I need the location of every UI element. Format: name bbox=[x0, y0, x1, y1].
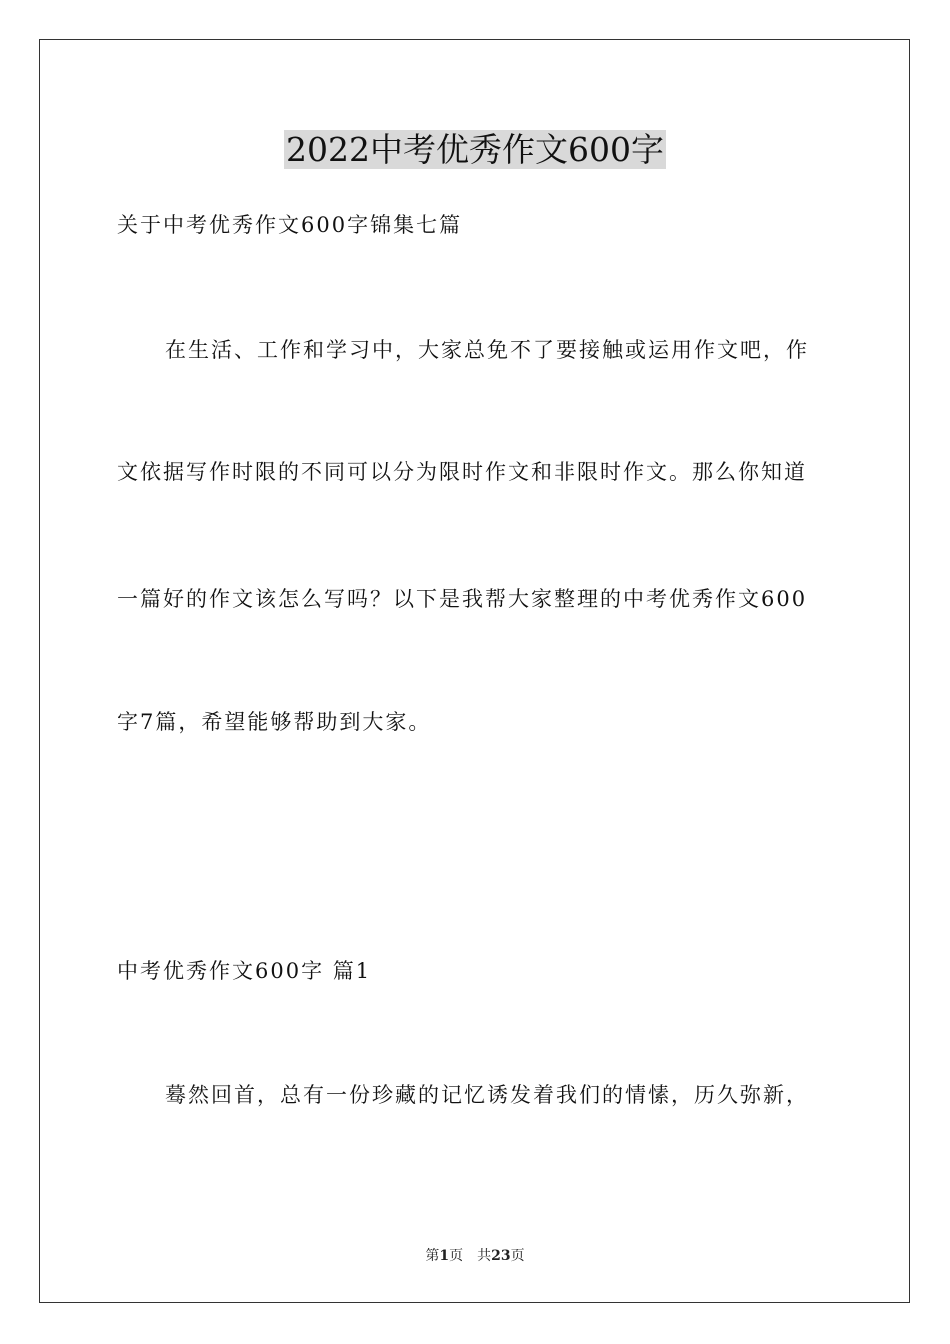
document-title-text: 2022中考优秀作文600字 bbox=[286, 130, 664, 169]
intro-line-3: 一篇好的作文该怎么写吗？以下是我帮大家整理的中考优秀作文600 bbox=[117, 587, 808, 611]
footer-page-total: 23 bbox=[491, 1248, 511, 1264]
page-footer bbox=[0, 1246, 950, 1266]
section-heading: 中考优秀作文600字 篇1 bbox=[117, 959, 372, 983]
footer-page-current: 1 bbox=[439, 1248, 450, 1264]
footer-page-prefix: 第 bbox=[425, 1248, 440, 1264]
footer-total-prefix: 共 bbox=[477, 1248, 492, 1264]
footer-page-unit: 页 bbox=[449, 1248, 464, 1264]
document-title bbox=[0, 128, 950, 172]
intro-line-4: 字7篇，希望能够帮助到大家。 bbox=[117, 710, 432, 734]
intro-line-2: 文依据写作时限的不同可以分为限时作文和非限时作文。那么你知道 bbox=[117, 460, 807, 484]
document-subtitle: 关于中考优秀作文600字锦集七篇 bbox=[117, 213, 463, 237]
section-first-line: 蓦然回首，总有一份珍藏的记忆诱发着我们的情愫，历久弥新， bbox=[165, 1083, 809, 1107]
intro-line-1: 在生活、工作和学习中，大家总免不了要接触或运用作文吧，作 bbox=[165, 338, 809, 362]
footer-total-unit: 页 bbox=[510, 1248, 525, 1264]
